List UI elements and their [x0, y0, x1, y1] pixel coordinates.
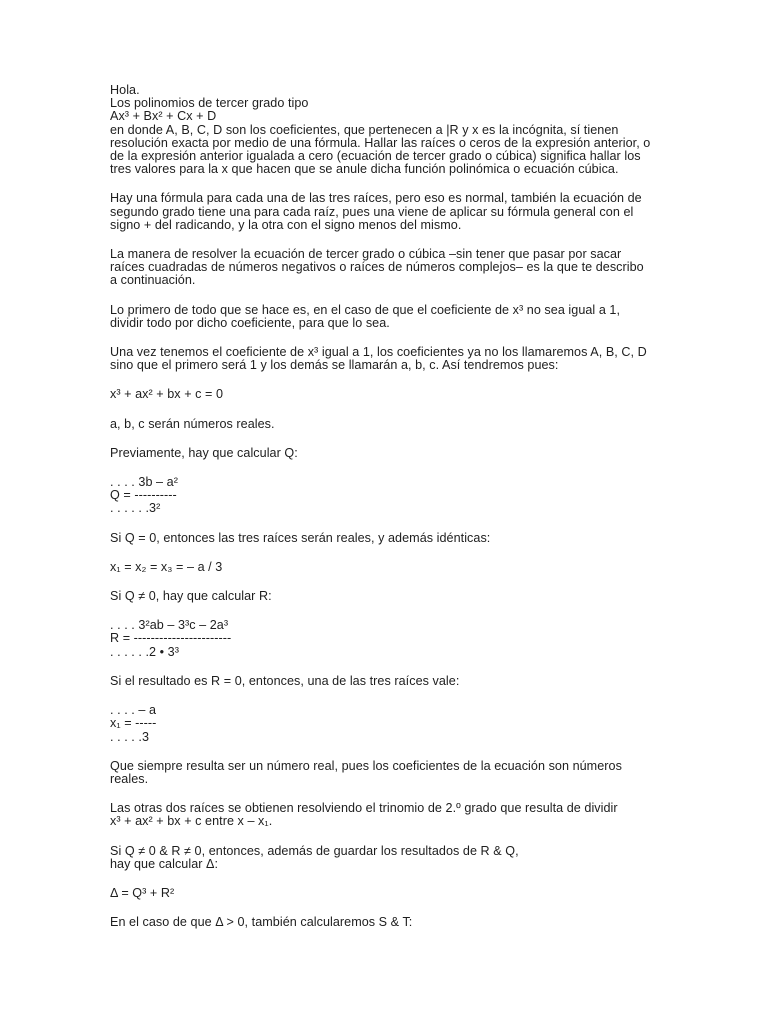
paragraph — [110, 418, 670, 431]
paragraph — [110, 532, 670, 545]
paragraph — [110, 388, 670, 401]
text-line: . . . . . .2 • 3³ — [110, 644, 179, 659]
paragraph — [110, 590, 670, 603]
text-line: a continuación. — [110, 273, 196, 288]
text-line: Los polinomios de tercer grado tipo — [110, 96, 309, 111]
paragraph — [110, 675, 670, 688]
text-line: Una vez tenemos el coeficiente de x³ igual a 1, los coeficientes ya no los llamaremos A, B, C, D — [110, 345, 647, 360]
paragraph — [110, 192, 670, 232]
text-line: signo + del radicando, y la otra con el signo menos del mismo. — [110, 217, 462, 232]
paragraph — [110, 916, 670, 929]
text-line: a, b, c serán números reales. — [110, 416, 275, 431]
text-line: Previamente, hay que calcular Q: — [110, 445, 298, 460]
text-line: resolución exacta por medio de una fórmula. Hallar las raíces o ceros de la expresión anterior, o — [110, 135, 651, 150]
text-line: Si Q ≠ 0, hay que calcular R: — [110, 589, 272, 604]
text-line: x₁ = ----- — [110, 716, 157, 731]
text-line: . . . . – a — [110, 703, 157, 718]
paragraph — [110, 84, 670, 176]
text-line: Si el resultado es R = 0, entonces, una de las tres raíces vale: — [110, 673, 460, 688]
paragraph — [110, 704, 670, 744]
text-line: Las otras dos raíces se obtienen resolviendo el trinomio de 2.º grado que resulta de dividir — [110, 801, 618, 816]
paragraph — [110, 248, 670, 288]
text-line: . . . . .3 — [110, 729, 149, 744]
text-line: x³ + ax² + bx + c = 0 — [110, 387, 224, 402]
paragraph — [110, 802, 670, 828]
text-line: . . . . 3b – a² — [110, 475, 178, 490]
paragraph — [110, 845, 670, 871]
text-line: . . . . 3²ab – 3³c – 2a³ — [110, 618, 229, 633]
paragraph — [110, 760, 670, 786]
text-line: en donde A, B, C, D son los coeficientes, que pertenecen a |R y x es la incógnita, sí tienen — [110, 122, 619, 137]
text-line: Ax³ + Bx² + Cx + D — [110, 109, 217, 124]
text-line: de la expresión anterior igualada a cero (ecuación de tercer grado o cúbica) significa hallar los — [110, 149, 641, 164]
text-line: Si Q ≠ 0 & R ≠ 0, entonces, además de guardar los resultados de R & Q, — [110, 843, 519, 858]
text-line: x³ + ax² + bx + c entre x – x₁. — [110, 814, 273, 829]
text-line: . . . . . .3² — [110, 501, 161, 516]
text-line: reales. — [110, 771, 149, 786]
paragraph — [110, 304, 670, 330]
text-line: hay que calcular Δ: — [110, 856, 219, 871]
text-line: Lo primero de todo que se hace es, en el caso de que el coeficiente de x³ no sea igual a 1, — [110, 302, 621, 317]
text-line: Δ = Q³ + R² — [110, 885, 175, 900]
paragraph — [110, 619, 670, 659]
text-line: Hay una fórmula para cada una de las tres raíces, pero eso es normal, también la ecuación de — [110, 191, 642, 206]
text-line: Si Q = 0, entonces las tres raíces serán reales, y además idénticas: — [110, 530, 491, 545]
text-line: Que siempre resulta ser un número real, pues los coeficientes de la ecuación son números — [110, 758, 622, 773]
text-line: Hola. — [110, 83, 140, 97]
paragraph — [110, 346, 670, 372]
paragraph — [110, 887, 670, 900]
text-line: segundo grado tiene una para cada raíz, pues una viene de aplicar su fórmula general con el — [110, 204, 634, 219]
document-body — [110, 84, 670, 945]
text-line: En el caso de que Δ > 0, también calcularemos S & T: — [110, 915, 413, 930]
text-line: raíces cuadradas de números negativos o raíces de números complejos– es la que te describo — [110, 260, 644, 275]
text-line: R = ----------------------- — [110, 631, 232, 646]
text-line: x₁ = x₂ = x₃ = – a / 3 — [110, 559, 223, 574]
paragraph — [110, 476, 670, 516]
text-line: sino que el primero será 1 y los demás se llamarán a, b, c. Así tendremos pues: — [110, 358, 559, 373]
text-line: dividir todo por dicho coeficiente, para que lo sea. — [110, 315, 390, 330]
paragraph — [110, 561, 670, 574]
paragraph — [110, 447, 670, 460]
text-line: tres valores para la x que hacen que se anule dicha función polinómica o ecuación cúbica. — [110, 162, 619, 177]
text-line: Q = ---------- — [110, 488, 177, 503]
text-line: La manera de resolver la ecuación de tercer grado o cúbica –sin tener que pasar por sacar — [110, 247, 622, 262]
